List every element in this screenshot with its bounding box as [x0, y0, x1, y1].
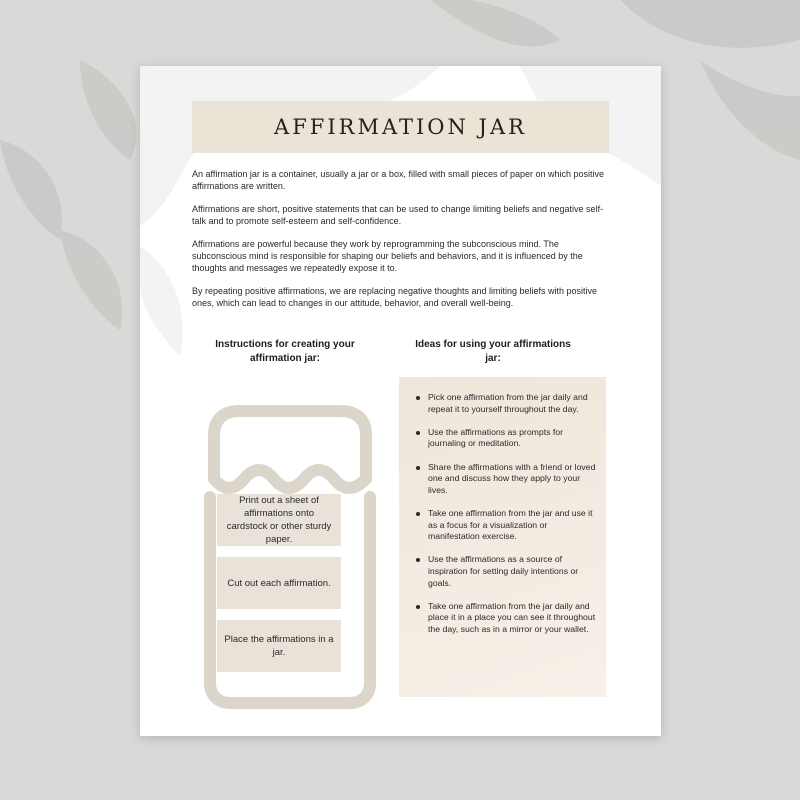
instructions-heading: Instructions for creating your affirmation jar: — [215, 339, 355, 364]
intro-paragraph: Affirmations are short, positive statements that can be used to change limiting beliefs and negative self-talk and to promote self-esteem and self-confidence. — [192, 203, 604, 227]
bullet-icon — [416, 396, 420, 400]
ideas-list — [399, 377, 606, 635]
intro-paragraph: By repeating positive affirmations, we are replacing negative thoughts and limiting beliefs with positive ones, which can lead to changes in our attitude, behavior, and overall well-being. — [192, 285, 598, 309]
idea-text: Use the affirmations as a source of inspiration for setting daily intentions or goals. — [428, 554, 579, 588]
ideas-heading: Ideas for using your affirmations jar: — [415, 339, 571, 364]
idea-text: Pick one affirmation from the jar daily and repeat it to yourself throughout the day. — [428, 392, 588, 414]
list-item — [428, 508, 596, 543]
bullet-icon — [416, 431, 420, 435]
idea-text: Share the affirmations with a friend or loved one and discuss how they apply to your lives. — [428, 461, 596, 495]
intro-paragraph: Affirmations are powerful because they work by reprogramming the subconscious mind. The subconscious mind is responsible for shaping our beliefs and behaviors, and it is influenced by the thoughts and messages we repeatedly expose it to. — [192, 238, 583, 274]
bullet-icon — [416, 512, 420, 516]
document-page — [140, 66, 661, 736]
intro-paragraph: An affirmation jar is a container, usually a jar or a box, filled with small pieces of paper on which positive affirmations are written. — [192, 169, 605, 192]
instruction-step: Print out a sheet of affirmations onto cardstock or other sturdy paper. — [217, 494, 341, 546]
list-item — [428, 601, 596, 636]
page-title: AFFIRMATION JAR — [274, 115, 527, 139]
bullet-icon — [416, 605, 420, 609]
ideas-panel — [399, 377, 606, 697]
idea-text: Use the affirmations as prompts for journaling or meditation. — [428, 426, 564, 449]
idea-text: Take one affirmation from the jar and use it as a focus for a visualization or manifestation exercise. — [428, 507, 593, 542]
title-band — [192, 101, 609, 153]
idea-text: Take one affirmation from the jar daily and place it in a place you can see it throughout the day, such as in a mirror or your wallet. — [428, 600, 596, 634]
list-item — [428, 392, 596, 415]
instruction-step: Cut out each affirmation. — [217, 557, 341, 609]
list-item — [428, 427, 596, 450]
list-item — [428, 554, 596, 589]
bullet-icon — [416, 558, 420, 562]
bullet-icon — [416, 466, 420, 470]
list-item — [428, 462, 596, 497]
intro-section — [192, 168, 612, 320]
instruction-step: Place the affirmations in a jar. — [217, 620, 341, 672]
